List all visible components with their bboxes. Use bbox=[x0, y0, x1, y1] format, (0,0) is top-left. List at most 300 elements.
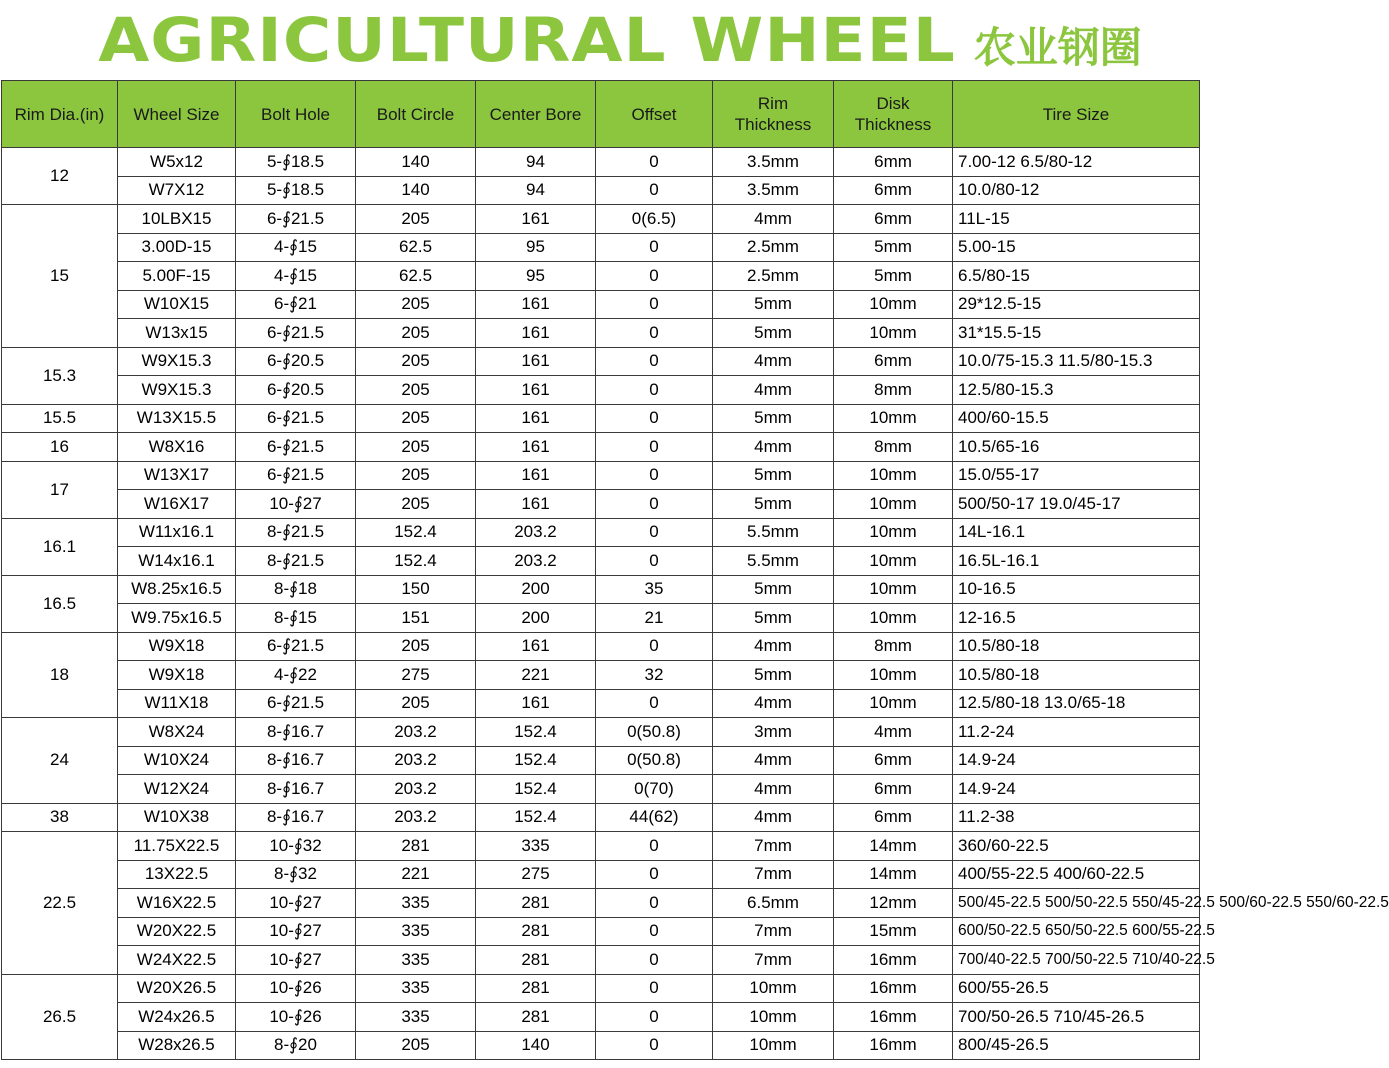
header-disk-thickness bbox=[834, 81, 953, 148]
cell-center-bore: 281 bbox=[476, 889, 596, 918]
cell-bolt-hole: 8-∮16.7 bbox=[236, 718, 356, 747]
cell-wheel-size: W28x26.5 bbox=[118, 1031, 236, 1060]
cell-center-bore: 221 bbox=[476, 661, 596, 690]
cell-center-bore: 161 bbox=[476, 433, 596, 462]
cell-disk-thickness: 6mm bbox=[834, 775, 953, 804]
cell-disk-thickness: 8mm bbox=[834, 376, 953, 405]
cell-rim-thickness: 4mm bbox=[713, 689, 834, 718]
cell-bolt-hole: 10-∮26 bbox=[236, 974, 356, 1003]
table-body bbox=[2, 148, 1389, 1060]
cell-wheel-size: 5.00F-15 bbox=[118, 262, 236, 291]
cell-wheel-size: W20X22.5 bbox=[118, 917, 236, 946]
cell-offset: 0 bbox=[596, 518, 713, 547]
cell-disk-thickness: 10mm bbox=[834, 604, 953, 633]
cell-offset: 35 bbox=[596, 575, 713, 604]
cell-offset: 0 bbox=[596, 946, 713, 975]
cell-offset: 32 bbox=[596, 661, 713, 690]
cell-bolt-hole: 10-∮27 bbox=[236, 946, 356, 975]
cell-bolt-circle: 203.2 bbox=[356, 718, 476, 747]
table-row bbox=[2, 148, 1200, 177]
cell-rim-thickness: 4mm bbox=[713, 803, 834, 832]
cell-wheel-size: W10X15 bbox=[118, 290, 236, 319]
cell-disk-thickness: 10mm bbox=[834, 404, 953, 433]
cell-bolt-circle: 205 bbox=[356, 461, 476, 490]
cell-bolt-circle: 140 bbox=[356, 148, 476, 177]
cell-center-bore: 94 bbox=[476, 148, 596, 177]
cell-tire-size: 700/40-22.5 700/50-22.5 710/40-22.5 bbox=[953, 946, 1200, 975]
table-row bbox=[2, 689, 1200, 718]
cell-rim-thickness: 7mm bbox=[713, 946, 834, 975]
cell-disk-thickness: 5mm bbox=[834, 233, 953, 262]
table-row bbox=[2, 803, 1200, 832]
cell-rim-thickness: 4mm bbox=[713, 205, 834, 234]
cell-tire-size: 12.5/80-15.3 bbox=[953, 376, 1200, 405]
table-row bbox=[2, 290, 1200, 319]
cell-rim-thickness: 7mm bbox=[713, 832, 834, 861]
cell-tire-size: 15.0/55-17 bbox=[953, 461, 1200, 490]
cell-disk-thickness: 10mm bbox=[834, 518, 953, 547]
cell-bolt-hole: 8-∮32 bbox=[236, 860, 356, 889]
cell-disk-thickness: 6mm bbox=[834, 148, 953, 177]
cell-disk-thickness: 16mm bbox=[834, 946, 953, 975]
table-row bbox=[2, 775, 1200, 804]
table-row bbox=[2, 433, 1200, 462]
cell-rim-dia: 17 bbox=[2, 461, 118, 518]
cell-disk-thickness: 14mm bbox=[834, 832, 953, 861]
cell-rim-dia: 18 bbox=[2, 632, 118, 718]
cell-tire-size: 11L-15 bbox=[953, 205, 1200, 234]
cell-rim-dia: 24 bbox=[2, 718, 118, 804]
cell-rim-dia: 26.5 bbox=[2, 974, 118, 1060]
cell-wheel-size: W14x16.1 bbox=[118, 547, 236, 576]
cell-disk-thickness: 5mm bbox=[834, 262, 953, 291]
cell-center-bore: 140 bbox=[476, 1031, 596, 1060]
cell-bolt-hole: 4-∮15 bbox=[236, 262, 356, 291]
cell-disk-thickness: 10mm bbox=[834, 290, 953, 319]
cell-offset: 0 bbox=[596, 860, 713, 889]
cell-wheel-size: W7X12 bbox=[118, 176, 236, 205]
cell-bolt-hole: 10-∮27 bbox=[236, 917, 356, 946]
cell-rim-dia: 15.5 bbox=[2, 404, 118, 433]
header-center-bore: Center Bore bbox=[476, 81, 596, 148]
cell-rim-dia: 38 bbox=[2, 803, 118, 832]
cell-rim-dia: 22.5 bbox=[2, 832, 118, 975]
cell-tire-size: 600/50-22.5 650/50-22.5 600/55-22.5 bbox=[953, 917, 1200, 946]
cell-offset: 0 bbox=[596, 1003, 713, 1032]
cell-bolt-circle: 205 bbox=[356, 490, 476, 519]
cell-bolt-circle: 335 bbox=[356, 974, 476, 1003]
cell-wheel-size: W9X15.3 bbox=[118, 376, 236, 405]
cell-disk-thickness: 10mm bbox=[834, 490, 953, 519]
cell-rim-dia: 12 bbox=[2, 148, 118, 205]
cell-wheel-size: W5x12 bbox=[118, 148, 236, 177]
cell-bolt-hole: 8-∮16.7 bbox=[236, 775, 356, 804]
cell-tire-size: 600/55-26.5 bbox=[953, 974, 1200, 1003]
cell-rim-thickness: 5mm bbox=[713, 404, 834, 433]
cell-offset: 0 bbox=[596, 347, 713, 376]
cell-bolt-hole: 8-∮16.7 bbox=[236, 746, 356, 775]
cell-center-bore: 95 bbox=[476, 262, 596, 291]
cell-bolt-circle: 150 bbox=[356, 575, 476, 604]
cell-bolt-hole: 5-∮18.5 bbox=[236, 176, 356, 205]
cell-disk-thickness: 12mm bbox=[834, 889, 953, 918]
cell-bolt-hole: 6-∮21.5 bbox=[236, 319, 356, 348]
cell-bolt-circle: 335 bbox=[356, 1003, 476, 1032]
cell-wheel-size: W16X22.5 bbox=[118, 889, 236, 918]
cell-bolt-hole: 8-∮15 bbox=[236, 604, 356, 633]
page-title: AGRICULTURAL WHEEL bbox=[98, 4, 956, 76]
cell-center-bore: 95 bbox=[476, 233, 596, 262]
cell-disk-thickness: 4mm bbox=[834, 718, 953, 747]
table-row bbox=[2, 917, 1200, 946]
table-row bbox=[2, 889, 1200, 918]
table-row bbox=[2, 347, 1200, 376]
cell-rim-thickness: 4mm bbox=[713, 347, 834, 376]
cell-tire-size: 10.0/80-12 bbox=[953, 176, 1200, 205]
table-row bbox=[2, 461, 1200, 490]
cell-wheel-size: W9X18 bbox=[118, 632, 236, 661]
cell-bolt-circle: 203.2 bbox=[356, 775, 476, 804]
cell-bolt-circle: 62.5 bbox=[356, 262, 476, 291]
cell-offset: 0 bbox=[596, 832, 713, 861]
cell-offset: 0 bbox=[596, 176, 713, 205]
cell-rim-thickness: 10mm bbox=[713, 974, 834, 1003]
cell-bolt-hole: 10-∮27 bbox=[236, 490, 356, 519]
cell-rim-thickness: 5mm bbox=[713, 319, 834, 348]
cell-bolt-circle: 152.4 bbox=[356, 547, 476, 576]
cell-bolt-hole: 4-∮15 bbox=[236, 233, 356, 262]
cell-rim-thickness: 5mm bbox=[713, 461, 834, 490]
cell-offset: 0(50.8) bbox=[596, 746, 713, 775]
cell-center-bore: 281 bbox=[476, 1003, 596, 1032]
cell-bolt-circle: 205 bbox=[356, 319, 476, 348]
cell-disk-thickness: 6mm bbox=[834, 176, 953, 205]
cell-offset: 0 bbox=[596, 433, 713, 462]
cell-wheel-size: W24X22.5 bbox=[118, 946, 236, 975]
cell-rim-dia: 16 bbox=[2, 433, 118, 462]
cell-bolt-hole: 8-∮18 bbox=[236, 575, 356, 604]
cell-center-bore: 203.2 bbox=[476, 518, 596, 547]
cell-disk-thickness: 15mm bbox=[834, 917, 953, 946]
cell-tire-size: 10.5/65-16 bbox=[953, 433, 1200, 462]
cell-bolt-hole: 6-∮21.5 bbox=[236, 632, 356, 661]
cell-center-bore: 161 bbox=[476, 205, 596, 234]
cell-bolt-hole: 6-∮20.5 bbox=[236, 347, 356, 376]
table-row bbox=[2, 604, 1200, 633]
cell-tire-size: 12.5/80-18 13.0/65-18 bbox=[953, 689, 1200, 718]
cell-tire-size: 400/55-22.5 400/60-22.5 bbox=[953, 860, 1200, 889]
table-row bbox=[2, 176, 1200, 205]
cell-center-bore: 152.4 bbox=[476, 803, 596, 832]
cell-disk-thickness: 14mm bbox=[834, 860, 953, 889]
table-row bbox=[2, 632, 1200, 661]
cell-tire-size: 800/45-26.5 bbox=[953, 1031, 1200, 1060]
cell-bolt-circle: 335 bbox=[356, 946, 476, 975]
cell-disk-thickness: 16mm bbox=[834, 1003, 953, 1032]
cell-offset: 0 bbox=[596, 404, 713, 433]
cell-disk-thickness: 6mm bbox=[834, 803, 953, 832]
cell-tire-size: 31*15.5-15 bbox=[953, 319, 1200, 348]
cell-rim-thickness: 5mm bbox=[713, 604, 834, 633]
cell-wheel-size: W9X15.3 bbox=[118, 347, 236, 376]
cell-disk-thickness: 8mm bbox=[834, 433, 953, 462]
header-tire-size: Tire Size bbox=[953, 81, 1200, 148]
cell-rim-thickness: 7mm bbox=[713, 860, 834, 889]
cell-disk-thickness: 10mm bbox=[834, 547, 953, 576]
cell-bolt-circle: 205 bbox=[356, 205, 476, 234]
cell-tire-size: 500/50-17 19.0/45-17 bbox=[953, 490, 1200, 519]
cell-tire-size: 11.2-24 bbox=[953, 718, 1200, 747]
cell-rim-thickness: 5mm bbox=[713, 575, 834, 604]
table-row bbox=[2, 205, 1200, 234]
header-bolt-hole: Bolt Hole bbox=[236, 81, 356, 148]
table-row bbox=[2, 974, 1200, 1003]
cell-bolt-hole: 8-∮20 bbox=[236, 1031, 356, 1060]
cell-bolt-hole: 5-∮18.5 bbox=[236, 148, 356, 177]
cell-wheel-size: W12X24 bbox=[118, 775, 236, 804]
cell-bolt-circle: 205 bbox=[356, 347, 476, 376]
cell-disk-thickness: 16mm bbox=[834, 974, 953, 1003]
cell-wheel-size: W8.25x16.5 bbox=[118, 575, 236, 604]
cell-tire-size: 14.9-24 bbox=[953, 775, 1200, 804]
cell-wheel-size: W13X17 bbox=[118, 461, 236, 490]
cell-center-bore: 161 bbox=[476, 347, 596, 376]
cell-bolt-hole: 6-∮21 bbox=[236, 290, 356, 319]
cell-offset: 0 bbox=[596, 376, 713, 405]
cell-tire-size: 5.00-15 bbox=[953, 233, 1200, 262]
cell-rim-dia: 15 bbox=[2, 205, 118, 348]
cell-center-bore: 275 bbox=[476, 860, 596, 889]
cell-center-bore: 200 bbox=[476, 575, 596, 604]
cell-center-bore: 203.2 bbox=[476, 547, 596, 576]
cell-bolt-circle: 62.5 bbox=[356, 233, 476, 262]
cell-bolt-circle: 205 bbox=[356, 376, 476, 405]
cell-offset: 0 bbox=[596, 490, 713, 519]
cell-offset: 0 bbox=[596, 889, 713, 918]
cell-tire-size: 16.5L-16.1 bbox=[953, 547, 1200, 576]
cell-wheel-size: W11x16.1 bbox=[118, 518, 236, 547]
cell-rim-thickness: 7mm bbox=[713, 917, 834, 946]
cell-rim-thickness: 5mm bbox=[713, 490, 834, 519]
cell-bolt-circle: 152.4 bbox=[356, 518, 476, 547]
cell-rim-thickness: 4mm bbox=[713, 746, 834, 775]
cell-rim-thickness: 4mm bbox=[713, 376, 834, 405]
cell-disk-thickness: 8mm bbox=[834, 632, 953, 661]
cell-wheel-size: W20X26.5 bbox=[118, 974, 236, 1003]
cell-wheel-size: W16X17 bbox=[118, 490, 236, 519]
cell-bolt-hole: 6-∮21.5 bbox=[236, 689, 356, 718]
cell-tire-size: 12-16.5 bbox=[953, 604, 1200, 633]
cell-rim-thickness: 3mm bbox=[713, 718, 834, 747]
cell-rim-thickness: 2.5mm bbox=[713, 233, 834, 262]
cell-rim-dia: 15.3 bbox=[2, 347, 118, 404]
cell-disk-thickness: 10mm bbox=[834, 575, 953, 604]
cell-bolt-circle: 205 bbox=[356, 290, 476, 319]
header-rim-thickness-label: Rim Thickness bbox=[734, 94, 812, 134]
cell-bolt-hole: 6-∮21.5 bbox=[236, 433, 356, 462]
cell-tire-size: 29*12.5-15 bbox=[953, 290, 1200, 319]
cell-wheel-size: W10X38 bbox=[118, 803, 236, 832]
cell-bolt-circle: 203.2 bbox=[356, 746, 476, 775]
cell-tire-size: 500/45-22.5 500/50-22.5 550/45-22.5 500/60-22.5 550/60-22.5 bbox=[953, 889, 1200, 918]
cell-bolt-circle: 275 bbox=[356, 661, 476, 690]
cell-bolt-hole: 8-∮21.5 bbox=[236, 518, 356, 547]
cell-bolt-hole: 4-∮22 bbox=[236, 661, 356, 690]
cell-center-bore: 281 bbox=[476, 946, 596, 975]
cell-bolt-hole: 10-∮26 bbox=[236, 1003, 356, 1032]
cell-disk-thickness: 16mm bbox=[834, 1031, 953, 1060]
cell-wheel-size: W8X24 bbox=[118, 718, 236, 747]
cell-rim-thickness: 3.5mm bbox=[713, 148, 834, 177]
cell-bolt-circle: 205 bbox=[356, 632, 476, 661]
table-row bbox=[2, 1003, 1200, 1032]
table-row bbox=[2, 319, 1200, 348]
cell-offset: 0(50.8) bbox=[596, 718, 713, 747]
cell-tire-size: 14L-16.1 bbox=[953, 518, 1200, 547]
cell-offset: 0 bbox=[596, 689, 713, 718]
cell-tire-size: 10-16.5 bbox=[953, 575, 1200, 604]
table-row bbox=[2, 233, 1200, 262]
header-disk-thickness-label: Disk Thickness bbox=[854, 94, 932, 134]
cell-rim-thickness: 4mm bbox=[713, 632, 834, 661]
cell-rim-dia: 16.1 bbox=[2, 518, 118, 575]
cell-wheel-size: W10X24 bbox=[118, 746, 236, 775]
cell-bolt-hole: 10-∮32 bbox=[236, 832, 356, 861]
cell-rim-thickness: 6.5mm bbox=[713, 889, 834, 918]
cell-center-bore: 152.4 bbox=[476, 775, 596, 804]
cell-center-bore: 161 bbox=[476, 404, 596, 433]
table-row bbox=[2, 718, 1200, 747]
cell-offset: 0 bbox=[596, 233, 713, 262]
cell-wheel-size: 3.00D-15 bbox=[118, 233, 236, 262]
cell-rim-thickness: 5.5mm bbox=[713, 518, 834, 547]
header-rim-thickness bbox=[713, 81, 834, 148]
cell-bolt-circle: 140 bbox=[356, 176, 476, 205]
cell-rim-thickness: 2.5mm bbox=[713, 262, 834, 291]
cell-rim-thickness: 5mm bbox=[713, 661, 834, 690]
cell-bolt-circle: 335 bbox=[356, 889, 476, 918]
wheel-spec-table bbox=[1, 80, 1389, 1060]
table-row bbox=[2, 490, 1200, 519]
cell-offset: 0(6.5) bbox=[596, 205, 713, 234]
cell-rim-thickness: 5mm bbox=[713, 290, 834, 319]
cell-center-bore: 152.4 bbox=[476, 746, 596, 775]
cell-offset: 0 bbox=[596, 461, 713, 490]
cell-disk-thickness: 6mm bbox=[834, 746, 953, 775]
cell-disk-thickness: 10mm bbox=[834, 319, 953, 348]
cell-center-bore: 161 bbox=[476, 290, 596, 319]
cell-center-bore: 200 bbox=[476, 604, 596, 633]
cell-wheel-size: W8X16 bbox=[118, 433, 236, 462]
table-row bbox=[2, 1031, 1200, 1060]
cell-center-bore: 161 bbox=[476, 490, 596, 519]
cell-bolt-circle: 151 bbox=[356, 604, 476, 633]
cell-center-bore: 161 bbox=[476, 689, 596, 718]
cell-center-bore: 161 bbox=[476, 461, 596, 490]
cell-disk-thickness: 10mm bbox=[834, 661, 953, 690]
cell-bolt-circle: 203.2 bbox=[356, 803, 476, 832]
cell-wheel-size: 13X22.5 bbox=[118, 860, 236, 889]
table-row bbox=[2, 547, 1200, 576]
cell-bolt-circle: 281 bbox=[356, 832, 476, 861]
header-offset: Offset bbox=[596, 81, 713, 148]
cell-wheel-size: 10LBX15 bbox=[118, 205, 236, 234]
header-rim-dia: Rim Dia.(in) bbox=[2, 81, 118, 148]
cell-center-bore: 161 bbox=[476, 632, 596, 661]
cell-rim-thickness: 5.5mm bbox=[713, 547, 834, 576]
cell-tire-size: 360/60-22.5 bbox=[953, 832, 1200, 861]
cell-wheel-size: W11X18 bbox=[118, 689, 236, 718]
table-row bbox=[2, 262, 1200, 291]
cell-bolt-hole: 10-∮27 bbox=[236, 889, 356, 918]
cell-offset: 0 bbox=[596, 1031, 713, 1060]
cell-tire-size: 10.5/80-18 bbox=[953, 661, 1200, 690]
table-row bbox=[2, 661, 1200, 690]
cell-tire-size: 7.00-12 6.5/80-12 bbox=[953, 148, 1200, 177]
cell-offset: 0 bbox=[596, 974, 713, 1003]
cell-bolt-circle: 221 bbox=[356, 860, 476, 889]
cell-bolt-hole: 6-∮20.5 bbox=[236, 376, 356, 405]
cell-wheel-size: W13X15.5 bbox=[118, 404, 236, 433]
cell-offset: 0(70) bbox=[596, 775, 713, 804]
table-row bbox=[2, 518, 1200, 547]
cell-rim-thickness: 4mm bbox=[713, 775, 834, 804]
cell-tire-size: 6.5/80-15 bbox=[953, 262, 1200, 291]
cell-bolt-hole: 6-∮21.5 bbox=[236, 404, 356, 433]
page-title-chinese: 农业钢圈 bbox=[973, 23, 1142, 72]
cell-center-bore: 152.4 bbox=[476, 718, 596, 747]
table-row bbox=[2, 746, 1200, 775]
cell-disk-thickness: 10mm bbox=[834, 461, 953, 490]
cell-tire-size: 700/50-26.5 710/45-26.5 bbox=[953, 1003, 1200, 1032]
header-wheel-size: Wheel Size bbox=[118, 81, 236, 148]
cell-center-bore: 281 bbox=[476, 917, 596, 946]
cell-offset: 0 bbox=[596, 290, 713, 319]
cell-bolt-hole: 8-∮16.7 bbox=[236, 803, 356, 832]
table-row bbox=[2, 860, 1200, 889]
cell-tire-size: 10.5/80-18 bbox=[953, 632, 1200, 661]
cell-bolt-circle: 205 bbox=[356, 689, 476, 718]
cell-tire-size: 400/60-15.5 bbox=[953, 404, 1200, 433]
cell-center-bore: 161 bbox=[476, 319, 596, 348]
cell-center-bore: 281 bbox=[476, 974, 596, 1003]
table-row bbox=[2, 946, 1200, 975]
cell-disk-thickness: 10mm bbox=[834, 689, 953, 718]
table-row bbox=[2, 376, 1200, 405]
cell-tire-size: 14.9-24 bbox=[953, 746, 1200, 775]
cell-disk-thickness: 6mm bbox=[834, 347, 953, 376]
cell-bolt-circle: 205 bbox=[356, 404, 476, 433]
cell-rim-thickness: 10mm bbox=[713, 1003, 834, 1032]
cell-rim-thickness: 10mm bbox=[713, 1031, 834, 1060]
cell-disk-thickness: 6mm bbox=[834, 205, 953, 234]
cell-bolt-circle: 205 bbox=[356, 433, 476, 462]
cell-tire-size: 11.2-38 bbox=[953, 803, 1200, 832]
header-row bbox=[2, 81, 1200, 148]
cell-bolt-circle: 335 bbox=[356, 917, 476, 946]
cell-offset: 44(62) bbox=[596, 803, 713, 832]
title-bar bbox=[0, 0, 1200, 80]
cell-offset: 21 bbox=[596, 604, 713, 633]
cell-center-bore: 161 bbox=[476, 376, 596, 405]
cell-offset: 0 bbox=[596, 148, 713, 177]
cell-wheel-size: W13x15 bbox=[118, 319, 236, 348]
table-row bbox=[2, 575, 1200, 604]
cell-offset: 0 bbox=[596, 917, 713, 946]
cell-wheel-size: 11.75X22.5 bbox=[118, 832, 236, 861]
table-row bbox=[2, 832, 1200, 861]
cell-bolt-circle: 205 bbox=[356, 1031, 476, 1060]
